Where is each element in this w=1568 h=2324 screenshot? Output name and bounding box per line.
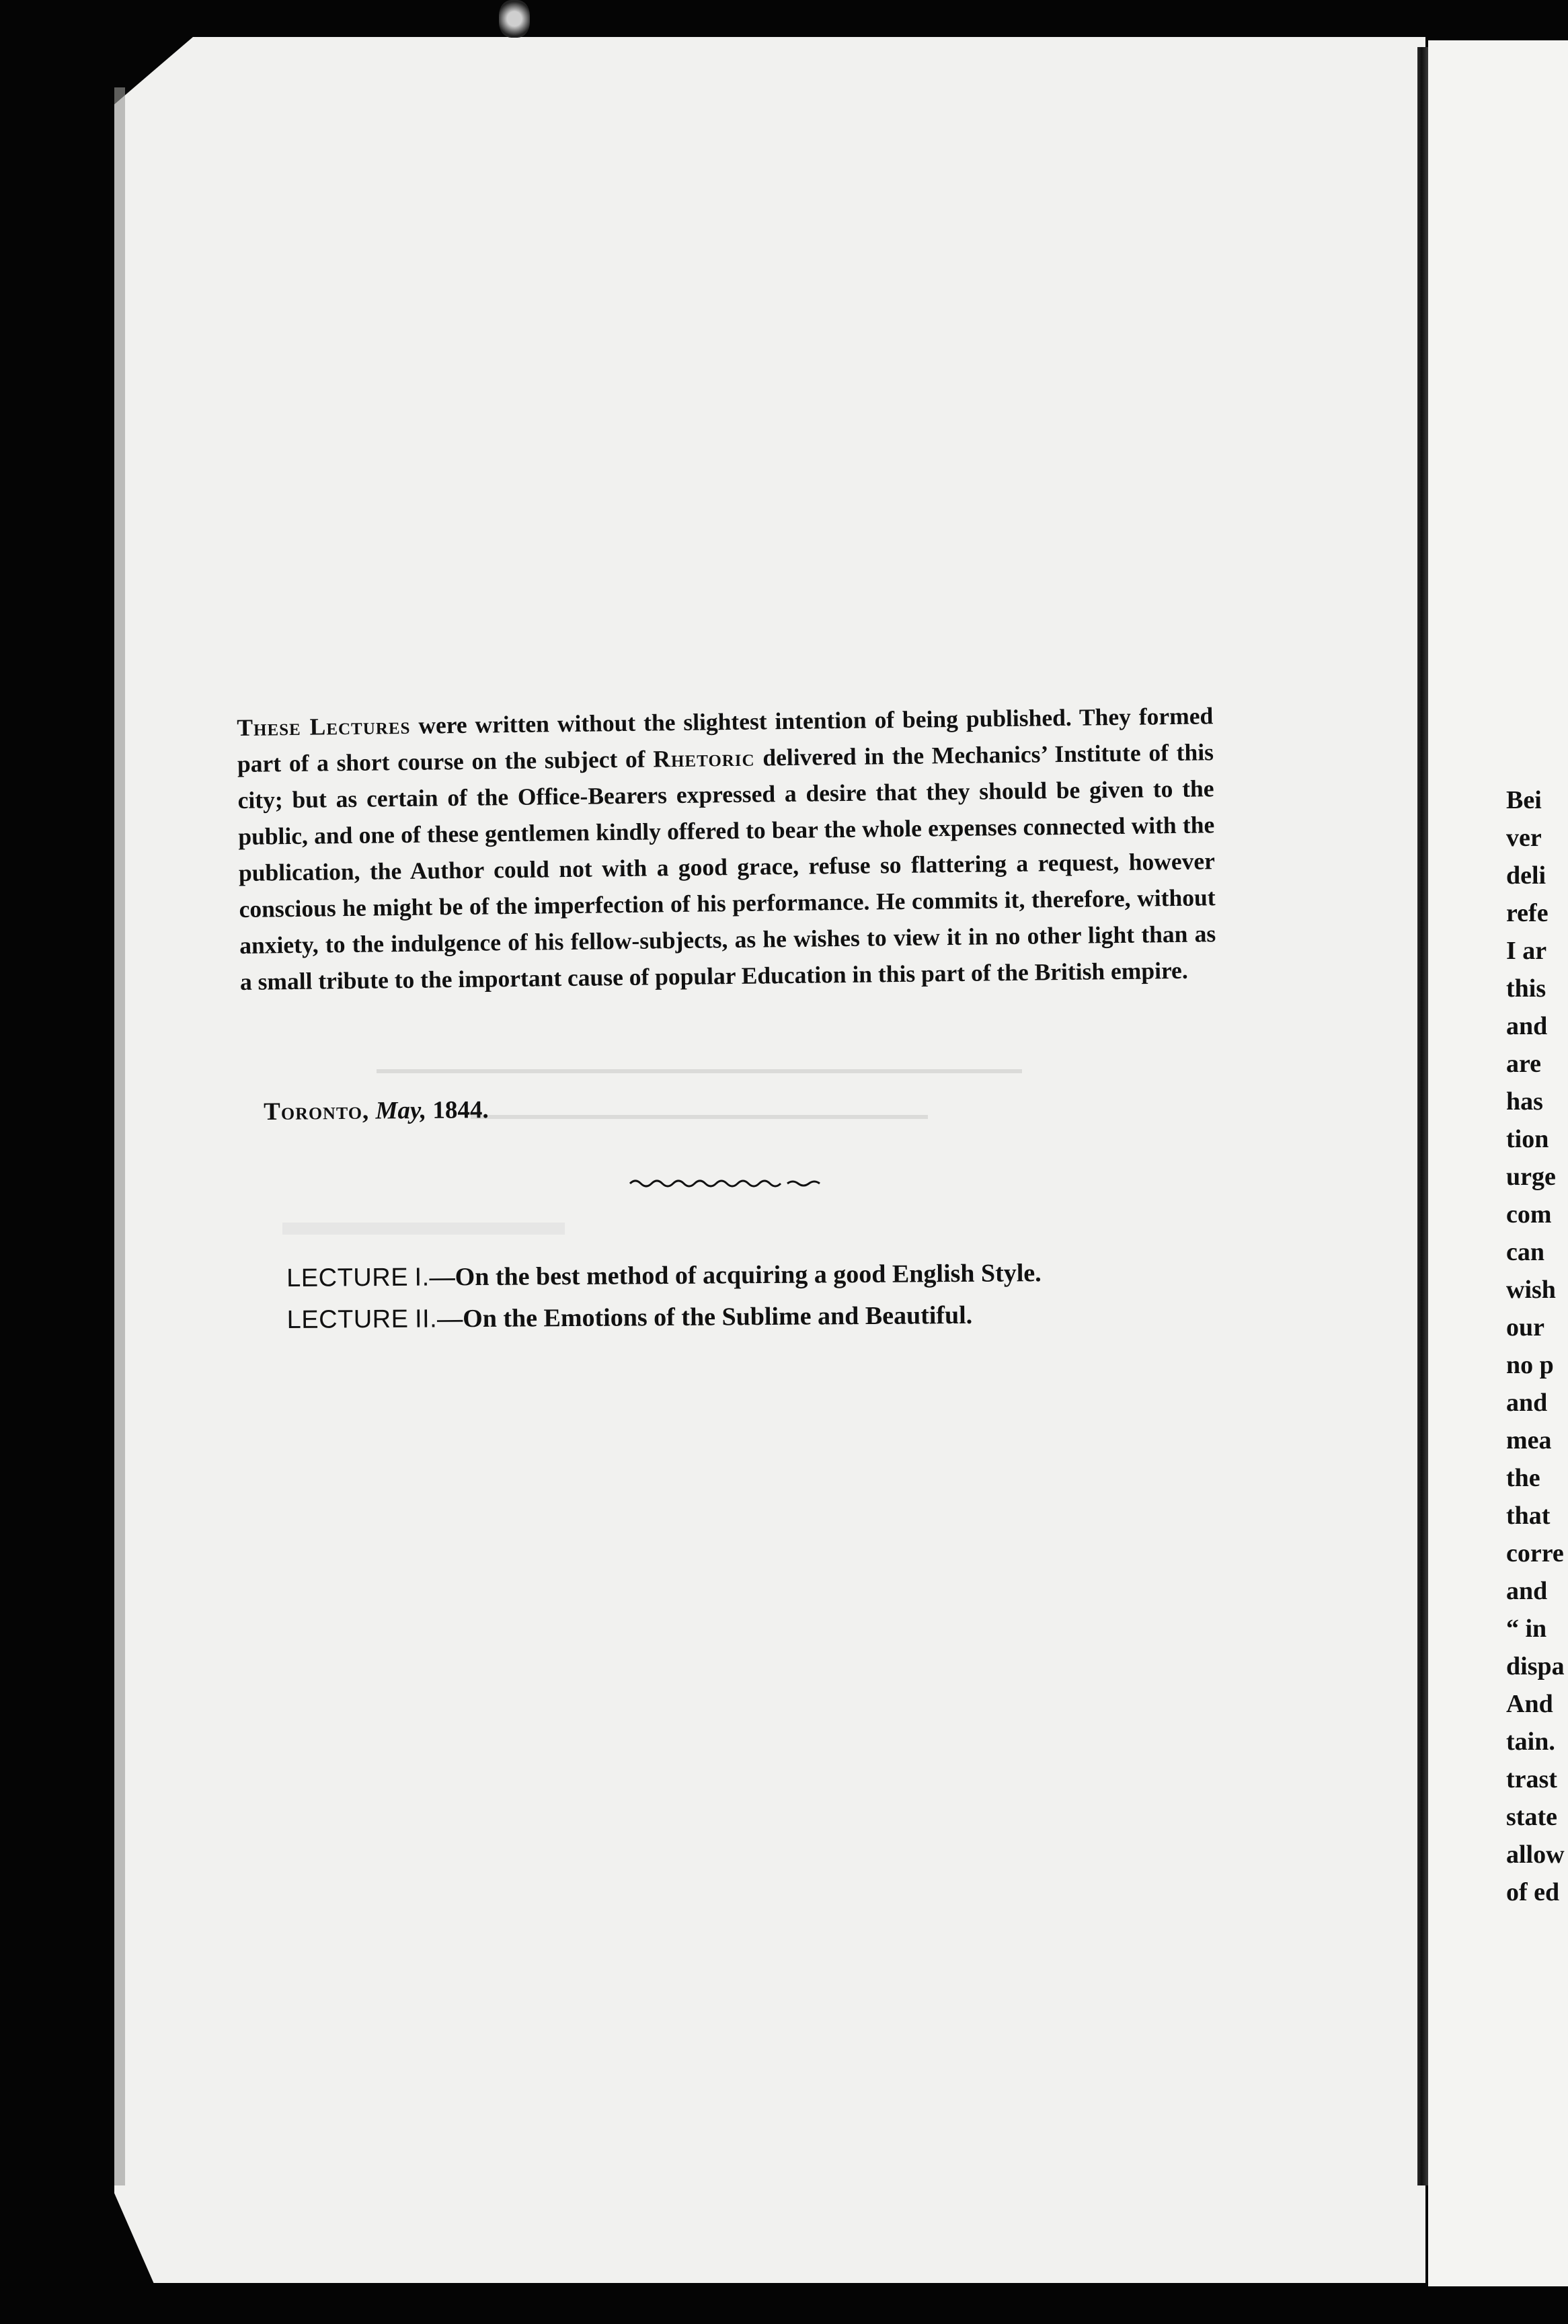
book-gutter [1417, 47, 1428, 2185]
facing-page-line: has [1506, 1087, 1543, 1116]
lecture-title: —On the Emotions of the Sublime and Beautiful. [437, 1301, 973, 1333]
facing-page-line: ver [1506, 824, 1542, 852]
facing-page-line: the [1506, 1464, 1540, 1492]
facing-page-line: dispa [1506, 1652, 1565, 1680]
facing-page-line: Bei [1506, 786, 1542, 814]
preface-subject-smallcaps: Rhetoric [653, 744, 755, 773]
facing-page-line: of ed [1506, 1878, 1560, 1906]
facing-page-line: trast [1506, 1765, 1557, 1793]
left-page [114, 37, 1425, 2283]
dateline-place: Toronto, [264, 1097, 370, 1126]
facing-page-line: that [1506, 1502, 1551, 1530]
lecture-number: II. [414, 1305, 438, 1333]
dateline [264, 1095, 489, 1126]
preface-text-part2: delivered in the Mechanics’ Institute of this city; but as certain of the Office-Bearers expressed a desire that they should be given to the public, and one of these gentlemen kindly offered to bear the whole expenses connected with the publication, the Author could not with a good grace, refuse so flattering a request, however conscious he might be of the imperfection of his performance. He commits it, therefore, without anxiety, to the indulgence of his fellow-subjects, as he wishes to view it in no other light than as a small tribute to the important cause of popular Education in this part of the British empire. [237, 738, 1216, 995]
show-through-line [282, 1223, 565, 1235]
facing-page-line: no p [1506, 1351, 1554, 1379]
dateline-year: 1844. [432, 1096, 489, 1124]
facing-page-line: deli [1506, 861, 1546, 890]
facing-page-line: “ in [1506, 1615, 1547, 1643]
facing-page-line: allow [1506, 1841, 1565, 1869]
facing-page-line: state [1506, 1803, 1557, 1831]
facing-page-line: corre [1506, 1539, 1564, 1567]
facing-page-line: wish [1506, 1276, 1556, 1304]
facing-page-line: and [1506, 1389, 1548, 1417]
facing-page-line: can [1506, 1238, 1544, 1266]
preface-text-part1: were written without the slightest intention of being published. They formed part of a short course on the subject of [237, 702, 1214, 777]
facing-page-line: and [1506, 1577, 1548, 1605]
facing-page-line: and [1506, 1012, 1548, 1040]
facing-page-line: refe [1506, 899, 1549, 927]
facing-page-line: urge [1506, 1163, 1556, 1191]
facing-page-line: our [1506, 1313, 1544, 1342]
lecture-label: LECTURE [286, 1305, 409, 1334]
facing-page-line: And [1506, 1690, 1553, 1718]
facing-page-line: mea [1506, 1426, 1552, 1455]
facing-page-line: are [1506, 1050, 1542, 1078]
facing-page-line: this [1506, 974, 1546, 1003]
show-through-line [377, 1069, 1022, 1073]
facing-page-line: tion [1506, 1125, 1549, 1153]
lecture-label: LECTURE [286, 1263, 409, 1292]
dateline-month: May, [375, 1096, 427, 1125]
contents-list [286, 1251, 1228, 1341]
preface-lead-smallcaps: These Lectures [237, 711, 411, 741]
facing-page-text [1506, 781, 1565, 1911]
scan-blemish [499, 0, 530, 38]
facing-page-line: tain. [1506, 1728, 1555, 1756]
facing-page-line: I ar [1506, 937, 1547, 965]
facing-page-line: com [1506, 1200, 1552, 1229]
contents-entry [286, 1251, 1228, 1299]
preface-paragraph [237, 697, 1216, 1000]
left-page-edge [114, 87, 125, 2185]
lecture-number: I. [414, 1263, 430, 1292]
lecture-title: —On the best method of acquiring a good English Style. [429, 1259, 1042, 1292]
contents-entry [286, 1292, 1228, 1341]
ornamental-rule [629, 1174, 824, 1193]
show-through-line [471, 1115, 928, 1119]
